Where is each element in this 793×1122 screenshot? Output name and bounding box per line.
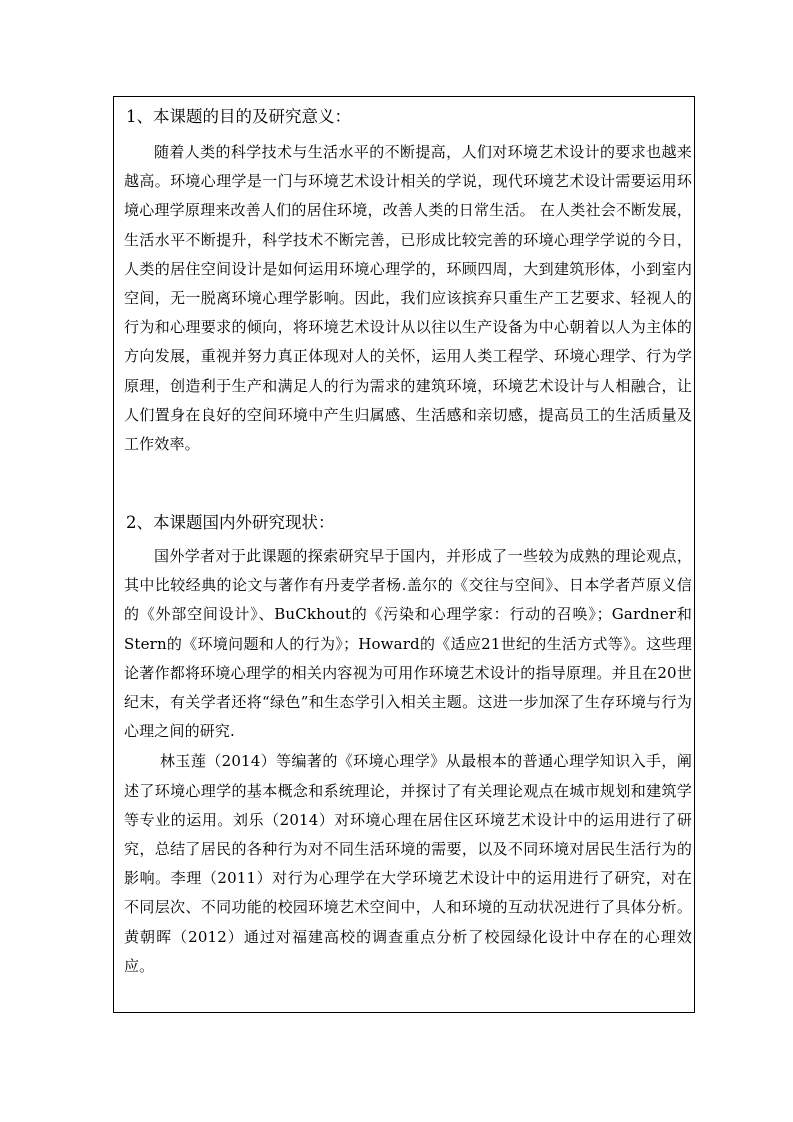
section-heading: 2、本课题国内外研究现状：: [126, 513, 335, 532]
document-table-cell: [113, 96, 695, 1013]
paragraph: 随着人类的科学技术与生活水平的不断提高，人们对环境艺术设计的要求也越来越高。环境心理学是一门与环境艺术设计相关的学说，现代环境艺术设计需要运用环境心理学原理来改善人们的居住环境，改善人类的日常生活。 在人类社会不断发展，生活水平不断提升，科学技术不断完善，已形成比较完善的环境心理学学说的今日，人类的居住空间设计是如何运用环境心理学的，环顾四周，大到建筑形体，小到室内空间，无一脱离环境心理学影响。因此，我们应该摈弃只重生产工艺要求、轻视人的行为和心理要求的倾向，将环境艺术设计从以往以生产设备为中心朝着以人为主体的方向发展，重视并努力真正体现对人的关怀，运用人类工程学、环境心理学、行为学原理，创造利于生产和满足人的行为需求的建筑环境，环境艺术设计与人相融合，让人们置身在良好的空间环境中产生归属感、生活感和亲切感，提高员工的生活质量及工作效率。: [124, 143, 692, 454]
paragraph: 国外学者对于此课题的探索研究早于国内，并形成了一些较为成熟的理论观点，其中比较经典的论文与著作有丹麦学者杨.盖尔的《交往与空间》、日本学者芦原义信的《外部空间设计》、BuCkhout的《污染和心理学家：行动的召唤》；Gardner和Stern的《环境问题和人的行为》；Howard的《适应21世纪的生活方式等》。这些理论著作都将环境心理学的相关内容视为可用作环境艺术设计的指导原理。并且在20世纪末，有关学者还将“绿色”和生态学引入相关主题。这进一步加深了生存环境与行为心理之间的研究.: [124, 547, 692, 741]
paragraph: 林玉莲（2014）等编著的《环境心理学》从最根本的普通心理学知识入手，阐述了环境心理学的基本概念和系统理论，并探讨了有关理论观点在城市规划和建筑学等专业的运用。刘乐（2014）对环境心理在居住区环境艺术设计中的运用进行了研究，总结了居民的各种行为对不同生活环境的需要，以及不同环境对居民生活行为的影响。李理（2011）对行为心理学在大学环境艺术设计中的运用进行了研究，对在不同层次、不同功能的校园环境艺术空间中，人和环境的互动状况进行了具体分析。黄朝晖（2012）通过对福建高校的调查重点分析了校园绿化设计中存在的心理效应。: [124, 752, 692, 975]
section-research-purpose: [124, 105, 692, 459]
section-heading: 1、本课题的目的及研究意义：: [126, 107, 351, 126]
section-research-status: [124, 511, 692, 981]
